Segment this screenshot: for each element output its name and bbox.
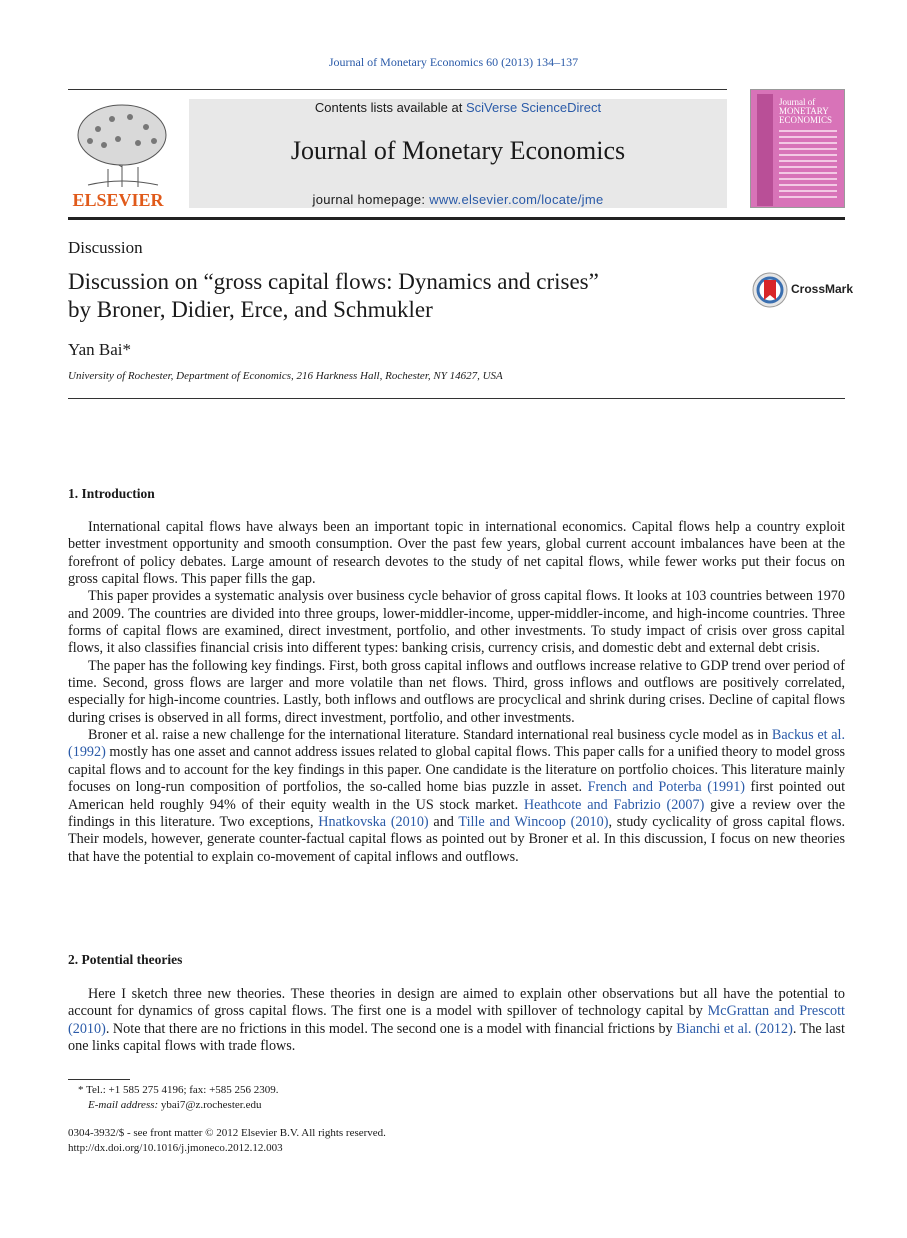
footnote-email xyxy=(68,1098,668,1113)
paragraph: This paper provides a systematic analysis over business cycle behavior of gross capital flows. It looks at 103 countries between 1970 and 2009. The countries are divided into three groups, lower-middler-income, upper-middler-income, and high-income countries. Three forms of capital flows are examined, direct investment, portfolio, and other investments. To study impact of crisis over gross capital flows, it also classifies financial crisis into different types: banking crisis, currency crisis, and domestic debt and external debt crisis. xyxy=(68,588,845,657)
text-run: Broner et al. raise a new challenge for the international literature. Standard international real business cycle model as in xyxy=(88,727,772,744)
text-run: . The last one links capital flows with trade flows. xyxy=(68,1020,845,1055)
paragraph xyxy=(68,986,845,1055)
header-rule-bottom xyxy=(68,217,845,220)
section-2-body xyxy=(68,986,845,1055)
text-run: mostly has one asset and cannot address issues related to global capital flows. This paper calls for a unified theory to model gross capital flows and to account for the key findings in this paper. One candidate is the literature on portfolio choices. This literature mainly focuses on long-run composition of portfolios, the so-called home bias puzzle in asset. xyxy=(68,744,845,796)
copyright-footer xyxy=(68,1126,668,1156)
footnote-tel: * Tel.: +1 585 275 4196; fax: +585 256 2309. xyxy=(78,1084,279,1096)
contents-prefix: Contents lists available at xyxy=(314,100,466,115)
paragraph: The paper has the following key findings. First, both gross capital inflows and outflows increase relative to GDP trend over period of time. Second, gross flows are larger and more volatile than net flows. Third, gross inflows and outflows are positively correlated, especially for high-income countries. Lastly, both inflows and outflows are procyclical and shrink during crises. Decline of capital flows during crises is observed in all forms, direct investment, portfolio, and other investments. xyxy=(68,657,845,726)
article-type: Discussion xyxy=(68,238,143,257)
contents-line xyxy=(189,100,727,115)
author-text: Yan Bai xyxy=(68,340,123,359)
email-label: E-mail address: xyxy=(88,1099,161,1111)
reference-link[interactable]: Heathcote and Fabrizio (2007) xyxy=(523,796,705,813)
cover-contents-lines xyxy=(779,130,837,200)
homepage-line xyxy=(189,192,727,207)
journal-title: Journal of Monetary Economics xyxy=(290,136,626,165)
crossmark-label: CrossMark xyxy=(791,282,854,296)
article-title xyxy=(68,268,708,324)
author-footnote-mark[interactable]: * xyxy=(122,340,131,359)
journal-cover-thumbnail[interactable] xyxy=(750,89,845,208)
paragraph: International capital flows have always been an important topic in international economics. Capital flows help a country exploit better investment opportunity and smooth consumption. Over the past few years, global current account imbalances have been at the forefront of policy debates. Large amount of research devotes to the study of net capital flows, while fewer works put their focus on gross capital flows. This paper fills the gap. xyxy=(68,519,845,588)
issn-line: 0304-3932/$ - see front matter © 2012 Elsevier B.V. All rights reserved. xyxy=(68,1127,386,1139)
text-run: and xyxy=(428,813,459,830)
section-2-heading: 2. Potential theories xyxy=(68,952,183,967)
author-affiliation: University of Rochester, Department of Economics, 216 Harkness Hall, Rochester, NY 14627, USA xyxy=(68,370,503,382)
cover-title: Journal of MONETARY ECONOMICS xyxy=(779,97,833,125)
text-run: give a review over the findings in this literature. Two exceptions, xyxy=(68,796,845,830)
text-run: first pointed out American held roughly 94% of their equity wealth in the US stock market. xyxy=(68,779,846,813)
author-name xyxy=(68,340,131,360)
reference-link[interactable]: French and Poterba (1991) xyxy=(587,779,746,796)
section-1-body xyxy=(68,519,845,866)
reference-link[interactable]: Bianchi et al. (2012) xyxy=(676,1020,793,1037)
crossmark-icon xyxy=(752,272,788,308)
header-rule-top xyxy=(68,89,727,90)
text-run: . Note that there are no frictions in this model. The second one is a model with financial frictions by xyxy=(105,1020,677,1037)
reference-link[interactable]: Backus et al. (1992) xyxy=(68,727,845,761)
paragraph xyxy=(68,727,845,866)
email-address[interactable]: ybai7@z.rochester.edu xyxy=(160,1099,262,1111)
reference-link[interactable]: Hnatkovska (2010) xyxy=(318,813,429,830)
footnotes xyxy=(68,1083,668,1113)
text-run: Here I sketch three new theories. These theories in design are aimed to explain other observations but all have the potential to account for dynamics of gross capital flows. The first one is a model with spillover of technology capital by xyxy=(68,986,845,1020)
reference-link[interactable]: McGrattan and Prescott (2010) xyxy=(68,1003,845,1037)
cover-spine-band xyxy=(757,94,773,206)
homepage-link[interactable]: www.elsevier.com/locate/jme xyxy=(429,192,604,207)
text-run: , study cyclicality of gross capital flows. Their models, however, generate counter-factual capital flows as pointed out by Broner et al. In this discussion, I focus on new theories that have the potential to explain co-movement of capital inflows and outflows. xyxy=(68,813,846,865)
crossmark-badge[interactable] xyxy=(752,272,854,310)
reference-link[interactable]: Tille and Wincoop (2010) xyxy=(458,813,609,830)
journal-citation[interactable]: Journal of Monetary Economics 60 (2013) 134–137 xyxy=(328,55,579,69)
sciencedirect-link[interactable]: SciVerse ScienceDirect xyxy=(465,100,602,115)
article-title-line-1: Discussion on “gross capital flows: Dynamics and crises” xyxy=(68,269,599,294)
footnote-rule xyxy=(68,1079,130,1080)
article-title-line-2: by Broner, Didier, Erce, and Schmukler xyxy=(68,297,433,322)
homepage-prefix: journal homepage: xyxy=(312,192,430,207)
doi-link[interactable]: http://dx.doi.org/10.1016/j.jmoneco.2012.12.003 xyxy=(68,1142,283,1154)
section-1-heading: 1. Introduction xyxy=(68,486,155,501)
affiliation-rule xyxy=(68,398,845,399)
publisher-name: ELSEVIER xyxy=(72,190,164,210)
